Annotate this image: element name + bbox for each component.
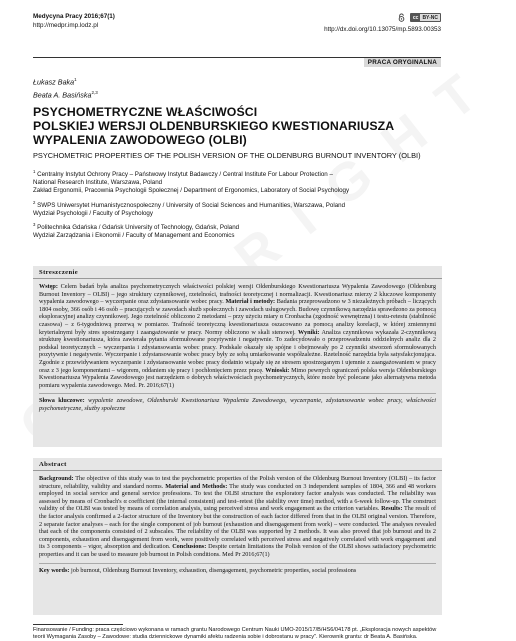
author-name: Beata A. Basińska bbox=[33, 90, 92, 100]
affiliation-number: 1 bbox=[33, 169, 36, 174]
affiliation bbox=[33, 168, 443, 196]
abstract-label: Conclusions: bbox=[172, 543, 207, 551]
abstract-text: Analiza czynnikowa wykazała 2-czynnikową strukturę kwestionariusza, która zawierała pytania sformułowane pozytywnie i negatywnie. To zadecydowało o przeprowadzeniu oddzielnych analiz dla 2 podskal teoretycznych – wyczerpania i zdystansowania wobec pracy. Podskale okazały się spójne i obejmowały po 2 czynniki stworzeń sformułowanych pozytywnie i negatywnie. Wyczerpanie i zdystansowanie wobec pracy były ze sobą umiarkowanie współzależne. Rzetelność narzędzia była satysfakcjonująca. Zgodnie z przewidywaniem wyczerpanie i zdystansowanie wobec pracy dodatnio wiązały się ze stresem spostrzeganym i ujemnie z zaangażowaniem w pracy oraz z 3 jego komponentami – wigorem, oddaniem się pracy i pochłonięciem przez pracę. bbox=[39, 328, 436, 374]
affiliation-line: Wydział Zarządzania i Ekonomii / Faculty of Management and Economics bbox=[33, 232, 235, 240]
abstract-body bbox=[33, 279, 442, 413]
abstract-text: Mimo pewnych ograniczeń polska wersja Oldenburskiego Kwestionariusza Wypalenia Zawodowego jest narzędziem o dobrych właściwościach psychometrycznych, które może być polecane jako alternatywna metoda pomiaru wypalenia zawodowego. Med. Pr. 2016;67(1) bbox=[39, 366, 437, 389]
abstract-text: The result of the factor analysis confirmed a 2-factor structure of the Inventory but the construction of each factor differed from that in the OLBI original version. Therefore, 2 separate factor analyses – each for the single component of job burnout (exhaustion and disengagement from work) – were conducted. The analyses revealed that each of the components consisted of 2 subscales. The reliability of the OLBI was supported by 2 methods. It was also proved that job burnout and its 2 components, exhaustion and disengagement from work, were positively correlated with perceived stress and negatively correlated with work engagement and its 3 components – vigor, absorption and dedication. bbox=[39, 505, 437, 551]
abstract-label: Material and Methods: bbox=[165, 482, 228, 490]
affiliation-line: Zakład Ergonomii, Pracownia Psychologii Społecznej / Department of Ergonomics, Laboratory of Social Psychology bbox=[33, 187, 350, 195]
cc-icon: cc bbox=[412, 14, 419, 21]
abstract-text: The objective of this study was to test the psychometric properties of the Polish version of the Oldenburg Burnout Inventory (OLBI) – its factor structure, reliability, validity and standard norms. bbox=[39, 475, 436, 490]
affiliation-line: Wydział Psychologii / Faculty of Psychology bbox=[33, 209, 153, 217]
title-line: POLSKIEJ WERSJI OLDENBURSKIEGO KWESTIONARIUSZA bbox=[33, 119, 395, 133]
abstract-text: Despite certain limitations the Polish version of the OLBI shows satisfactory psychometric properties and it can be used to measure job burnout in Polish conditions. Med Pr 2016;67(1) bbox=[39, 543, 437, 558]
keywords-values: job burnout, Oldenburg Burnout Inventory, exhaustion, disengagement, psychometric properties, social professions bbox=[70, 566, 357, 574]
abstract-label: Results: bbox=[381, 505, 403, 513]
abstract-text: Celem badań była analiza psychometrycznych właściwości polskiej wersji Oldenburskiego Kwestionariusza Wypalenia Zawodowego (Oldenburg Burnout Inventory – OLBI) – jego struktury czynnikowej, rzetelności, trafności teoretycznej i normalizacji. Kwestionariusz mierzy 2 kluczowe komponenty wypalenia zawodowego – wyczerpanie oraz zdystansowanie wobec pracy. bbox=[39, 283, 437, 306]
affiliation-line: SWPS Uniwersytet Humanistycznospołeczny / University of Social Sciences and Humanities, Warszawa, Poland bbox=[37, 201, 346, 209]
footnote-rule bbox=[33, 624, 123, 625]
journal-url[interactable]: http://medpr.imp.lodz.pl bbox=[33, 22, 99, 29]
page-header bbox=[33, 12, 441, 56]
abstract-text: The study was conducted on 3 independent samples of 1804, 366 and 48 workers employed in social service and general service professions. To test the OLBI structure the exploratory factor analysis was conducted. The reliability was assessed by means of Cronbach's α coefficient (the internal consistent) and test–retest (the stability over time) method, with a 6-week follow-up. The construct validity of the OLBI was tested by means of correlation analysis, using perceived stress and work engagement as the criterion variables. bbox=[39, 482, 437, 513]
affiliation bbox=[33, 221, 443, 240]
abstract-paragraph bbox=[39, 283, 436, 389]
keywords bbox=[39, 393, 436, 412]
author-list bbox=[33, 74, 98, 101]
affiliation-line: Centralny Instytut Ochrony Pracy – Państwowy Instytut Badawczy / Central Institute For Labour Protection – bbox=[37, 171, 333, 179]
article-title-english: PSYCHOMETRIC PROPERTIES OF THE POLISH VERSION OF THE OLDENBURG BURNOUT INVENTORY (OLBI) bbox=[33, 151, 421, 160]
funding-footnote: Finansowanie / Funding: praca częściowo wykonana w ramach grantu Narodowego Centrum Nauki UMO-2015/17/B/HS6/04178 pt. „Eksploracja nowych aspektów teorii Wymagania Zasoby – Zawodowe: studia dziennickowe dynamiki afektu radzenia sobie i dobrostanu w pracy". Kierownik grantu: dr Beata A. Basińska. bbox=[33, 627, 437, 640]
affiliation-line: National Research Institute, Warszawa, Poland bbox=[33, 179, 163, 187]
title-line: PSYCHOMETRYCZNE WŁAŚCIWOŚCI bbox=[33, 105, 258, 119]
keywords-label: Key words: bbox=[39, 566, 70, 574]
keywords bbox=[39, 563, 436, 575]
affiliation-line: Politechnika Gdańska / Gdańsk University of Technology, Gdańsk, Poland bbox=[37, 224, 240, 232]
doi-link[interactable]: http://dx.doi.org/10.13075/mp.5893.00353 bbox=[324, 26, 441, 33]
section-label: PRACA ORYGINALNA bbox=[364, 58, 441, 67]
abstract-heading: Streszczenie bbox=[33, 266, 442, 279]
journal-name: Medycyna Pracy 2016;67(1) bbox=[33, 13, 115, 20]
license-info bbox=[271, 12, 441, 34]
abstract-paragraph bbox=[39, 475, 436, 559]
abstract-label: Background: bbox=[39, 475, 74, 482]
license-type: BY-NC bbox=[422, 14, 438, 21]
author-name: Łukasz Baka bbox=[33, 77, 75, 87]
author-affiliation-ref: 1 bbox=[74, 77, 77, 82]
abstract-label: Materiał i metody: bbox=[225, 298, 276, 306]
abstract-text: Badania przeprowadzono w 3 niezależnych próbach – liczących 1804 osoby, 366 osób i 46 osób – pracujących w zawodach służb społecznych i zawodach usługowych. Budowę czynnikową narzędzia sprawdzono za pomocą eksploracyjnej analizy czynnikowej. Jego rzetelność obliczono 2 metodami – przy użyciu miary α Cronbacha (zgodność wewnętrzna) i testu-retestu (stabilność czasowa) – z 6-tygodniową przerwą w pomiarze. Trafność teoretyczną kwestionariusza oszacowano za pomocą analizy korelacji, w której zmiennymi kryterialnymi były stres spostrzegany i zaangażowanie w pracy. Normy obliczono w skali stenowej. bbox=[39, 298, 437, 336]
affiliation-number: 3 bbox=[33, 222, 36, 228]
open-access-icon bbox=[397, 13, 406, 22]
affiliation bbox=[33, 199, 443, 218]
article-title bbox=[33, 105, 443, 147]
abstract-label: Wyniki: bbox=[298, 328, 320, 336]
keywords-values: wypalenie zawodowe, Oldenburski Kwestionariusz Wypalenia Zawodowego, wyczerpanie, zdystansowanie wobec pracy, właściwości psychometryczne, służby społeczne bbox=[39, 397, 437, 412]
author-affiliation-ref: 2,3 bbox=[91, 90, 98, 96]
abstract-english bbox=[33, 458, 442, 615]
abstract-label: Wnioski: bbox=[265, 366, 290, 374]
affiliation-number: 2 bbox=[33, 199, 36, 205]
journal-info bbox=[33, 12, 115, 30]
author bbox=[33, 74, 98, 87]
abstract-heading: Abstract bbox=[33, 458, 442, 471]
abstract-polish bbox=[33, 266, 442, 447]
abstract-label: Wstęp: bbox=[39, 283, 58, 290]
title-line: WYPALENIA ZAWODOWEGO (OLBI) bbox=[33, 133, 247, 147]
cc-license-badge[interactable] bbox=[410, 13, 441, 22]
keywords-label: Słowa kluczowe: bbox=[39, 397, 85, 405]
author bbox=[33, 87, 98, 100]
abstract-body bbox=[33, 471, 442, 574]
affiliations bbox=[33, 168, 443, 244]
